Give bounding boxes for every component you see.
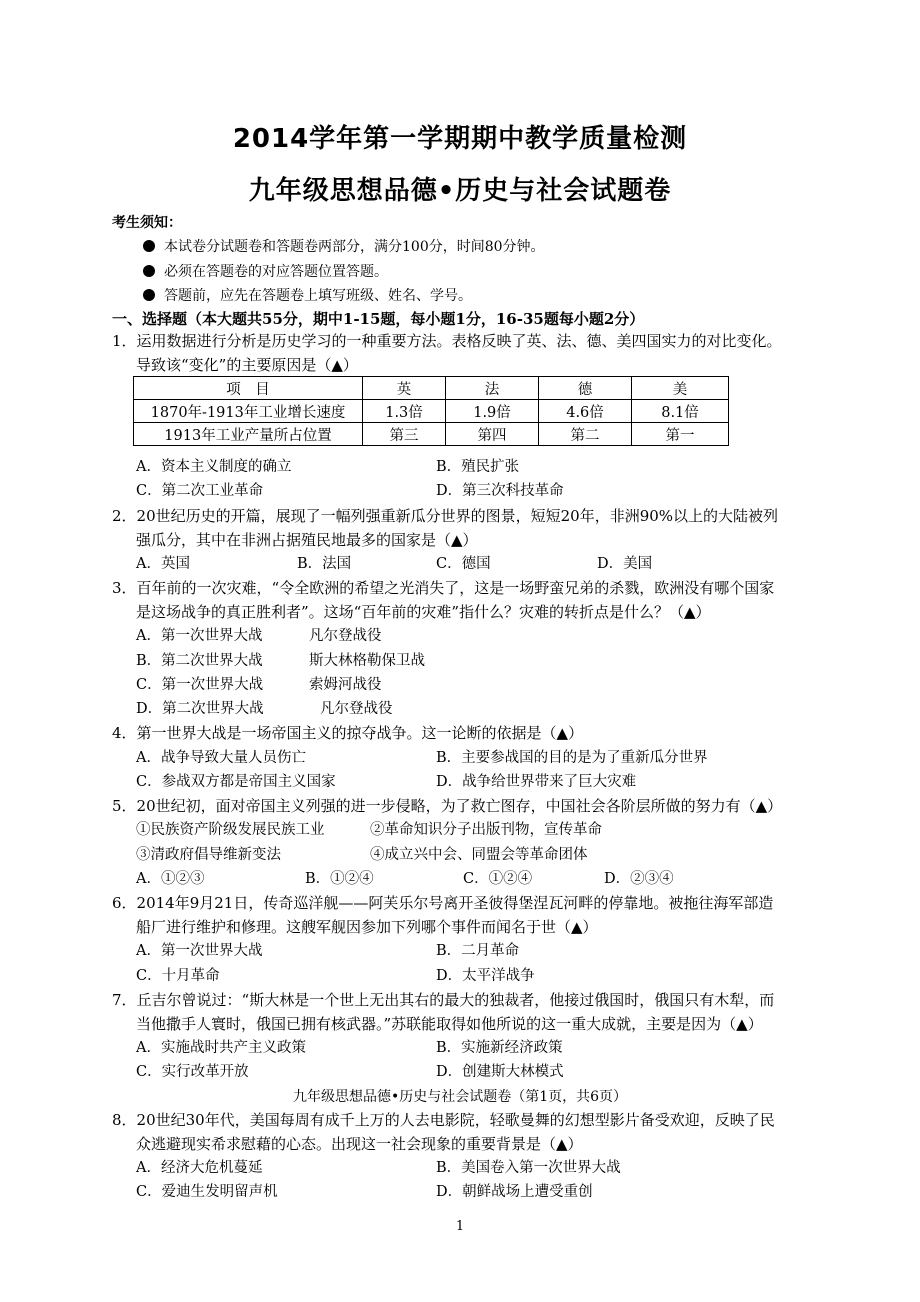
option-a: A．资本主义制度的确立 [136, 459, 292, 475]
question-1-stem-cont: 导致该“变化”的主要原因是（▲） [136, 356, 358, 374]
option-b: B．第二次世界大战 [136, 653, 263, 669]
option-a: A．①②③ [136, 871, 205, 887]
question-5-stem: 5．20世纪初，面对帝国主义列强的进一步侵略，为了救亡图存，中国社会各阶层所做的努力有（▲） [112, 797, 783, 815]
notice-heading: 考生须知： [112, 215, 182, 231]
page-footer: 九年级思想品德•历史与社会试题卷（第1页，共6页） [292, 1089, 628, 1105]
notice-item: 必须在答题卷的对应答题位置答题。 [143, 261, 388, 281]
option-b: B．美国卷入第一次世界大战 [436, 1160, 621, 1176]
option-c: C．第一次世界大战 [136, 677, 264, 693]
option-c: C．实行改革开放 [136, 1064, 249, 1080]
question-4-stem: 4．第一世界大战是一场帝国主义的掠夺战争。这一论断的依据是（▲） [112, 724, 584, 742]
question-7-stem: 7．丘吉尔曾说过：“斯大林是一个世上无出其右的最大的独裁者，他接过俄国时，俄国只有木犁，而 [112, 991, 775, 1009]
table-row [134, 400, 729, 423]
table-header-row [134, 377, 729, 400]
option-b: B．实施新经济政策 [436, 1040, 563, 1056]
table-cell: 美 [632, 377, 729, 400]
data-table [133, 376, 729, 446]
table-cell: 法 [446, 377, 539, 400]
option-a: A．战争导致大量人员伤亡 [136, 750, 306, 766]
table-cell: 英 [363, 377, 446, 400]
option-a: A．第一次世界大战 [136, 628, 263, 644]
option-a: A．英国 [136, 556, 190, 572]
option-a: A．实施战时共产主义政策 [136, 1040, 306, 1056]
statement-item: ③清政府倡导维新变法 [136, 847, 281, 863]
option-b: B．①②④ [305, 871, 374, 887]
table-cell: 第二 [539, 423, 632, 446]
option-c: C．十月革命 [136, 968, 220, 984]
table-cell: 8.1倍 [632, 400, 729, 423]
bullet-icon [143, 289, 155, 301]
option-c: C．德国 [436, 556, 491, 572]
option-c: C．爱迪生发明留声机 [136, 1184, 278, 1200]
table-cell: 第一 [632, 423, 729, 446]
option-d: D．战争给世界带来了巨大灾难 [436, 774, 637, 790]
exam-title-line2: 九年级思想品德•历史与社会试题卷 [248, 176, 672, 206]
option-d-battle: 凡尔登战役 [320, 701, 393, 717]
question-2-stem-cont: 强瓜分，其中在非洲占据殖民地最多的国家是（▲） [136, 531, 478, 549]
table-cell: 第四 [446, 423, 539, 446]
option-b: B．法国 [297, 556, 352, 572]
option-c: C．①②④ [463, 871, 533, 887]
table-cell: 1.9倍 [446, 400, 539, 423]
page-number: 1 [455, 1219, 465, 1234]
option-d: D．创建斯大林模式 [436, 1064, 564, 1080]
option-c-battle: 索姆河战役 [309, 677, 382, 693]
option-d: D．朝鲜战场上遭受重创 [436, 1184, 593, 1200]
table-row [134, 423, 729, 446]
option-a-battle: 凡尔登战役 [309, 628, 382, 644]
option-c: C．第二次工业革命 [136, 483, 264, 499]
question-7-stem-cont: 当他撒手人寰时，俄国已拥有核武器。”苏联能取得如他所说的这一重大成就，主要是因为（▲） [136, 1015, 763, 1033]
table-cell: 4.6倍 [539, 400, 632, 423]
question-6-stem: 6．2014年9月21日，传奇巡洋舰——阿芙乐尔号离开圣彼得堡涅瓦河畔的停靠地。被拖往海军部造 [112, 894, 774, 912]
question-6-stem-cont: 船厂进行维护和修理。这艘军舰因参加下列哪个事件而闻名于世（▲） [136, 918, 598, 936]
option-b-battle: 斯大林格勒保卫战 [309, 653, 425, 669]
statement-item: ④成立兴中会、同盟会等革命团体 [370, 847, 588, 863]
question-8-stem: 8．20世纪30年代，美国每周有成千上万的人去电影院，轻歌曼舞的幻想型影片备受欢迎，反映了民 [112, 1111, 775, 1129]
notice-item: 答题前，应先在答题卷上填写班级、姓名、学号。 [143, 285, 472, 305]
question-8-stem-cont: 众逃避现实希求慰藉的心态。出现这一社会现象的重要背景是（▲） [136, 1135, 583, 1153]
option-b: B．二月革命 [436, 943, 520, 959]
option-a: A．第一次世界大战 [136, 943, 263, 959]
table-cell: 第三 [363, 423, 446, 446]
option-d: D．美国 [597, 556, 653, 572]
table-cell: 项 目 [134, 377, 363, 400]
notice-item: 本试卷分试题卷和答题卷两部分，满分100分，时间80分钟。 [143, 236, 545, 256]
table-cell: 1.3倍 [363, 400, 446, 423]
option-d: D．第二次世界大战 [136, 701, 264, 717]
option-d: D．②③④ [604, 871, 674, 887]
option-b: B．殖民扩张 [436, 459, 520, 475]
question-3-stem: 3．百年前的一次灾难，“令全欧洲的希望之光消失了，这是一场野蛮兄弟的杀戮，欧洲没有哪个国家 [112, 579, 775, 597]
exam-title-line1: 2014学年第一学期期中教学质量检测 [232, 124, 688, 154]
question-2-stem: 2．20世纪历史的开篇，展现了一幅列强重新瓜分世界的图景，短短20年，非洲90%以上的大陆被列 [112, 507, 779, 525]
statement-item: ②革命知识分子出版刊物，宣传革命 [370, 822, 602, 838]
question-1-stem: 1．运用数据进行分析是历史学习的一种重要方法。表格反映了英、法、德、美四国实力的对比变化。 [112, 332, 782, 350]
option-a: A．经济大危机蔓延 [136, 1160, 263, 1176]
section-heading: 一、选择题（本大题共55分，期中1-15题，每小题1分，16-35题每小题2分） [112, 310, 645, 328]
table-cell: 1913年工业产量所占位置 [134, 423, 363, 446]
option-c: C．参战双方都是帝国主义国家 [136, 774, 336, 790]
bullet-icon [143, 240, 155, 252]
bullet-icon [143, 265, 155, 277]
question-3-stem-cont: 是这场战争的真正胜利者”。这场“百年前的灾难”指什么？灾难的转折点是什么？（▲） [136, 603, 711, 621]
table-cell: 德 [539, 377, 632, 400]
option-d: D．第三次科技革命 [436, 483, 564, 499]
option-d: D．太平洋战争 [436, 968, 535, 984]
statement-item: ①民族资产阶级发展民族工业 [136, 822, 325, 838]
option-b: B．主要参战国的目的是为了重新瓜分世界 [436, 750, 708, 766]
table-cell: 1870年-1913年工业增长速度 [134, 400, 363, 423]
